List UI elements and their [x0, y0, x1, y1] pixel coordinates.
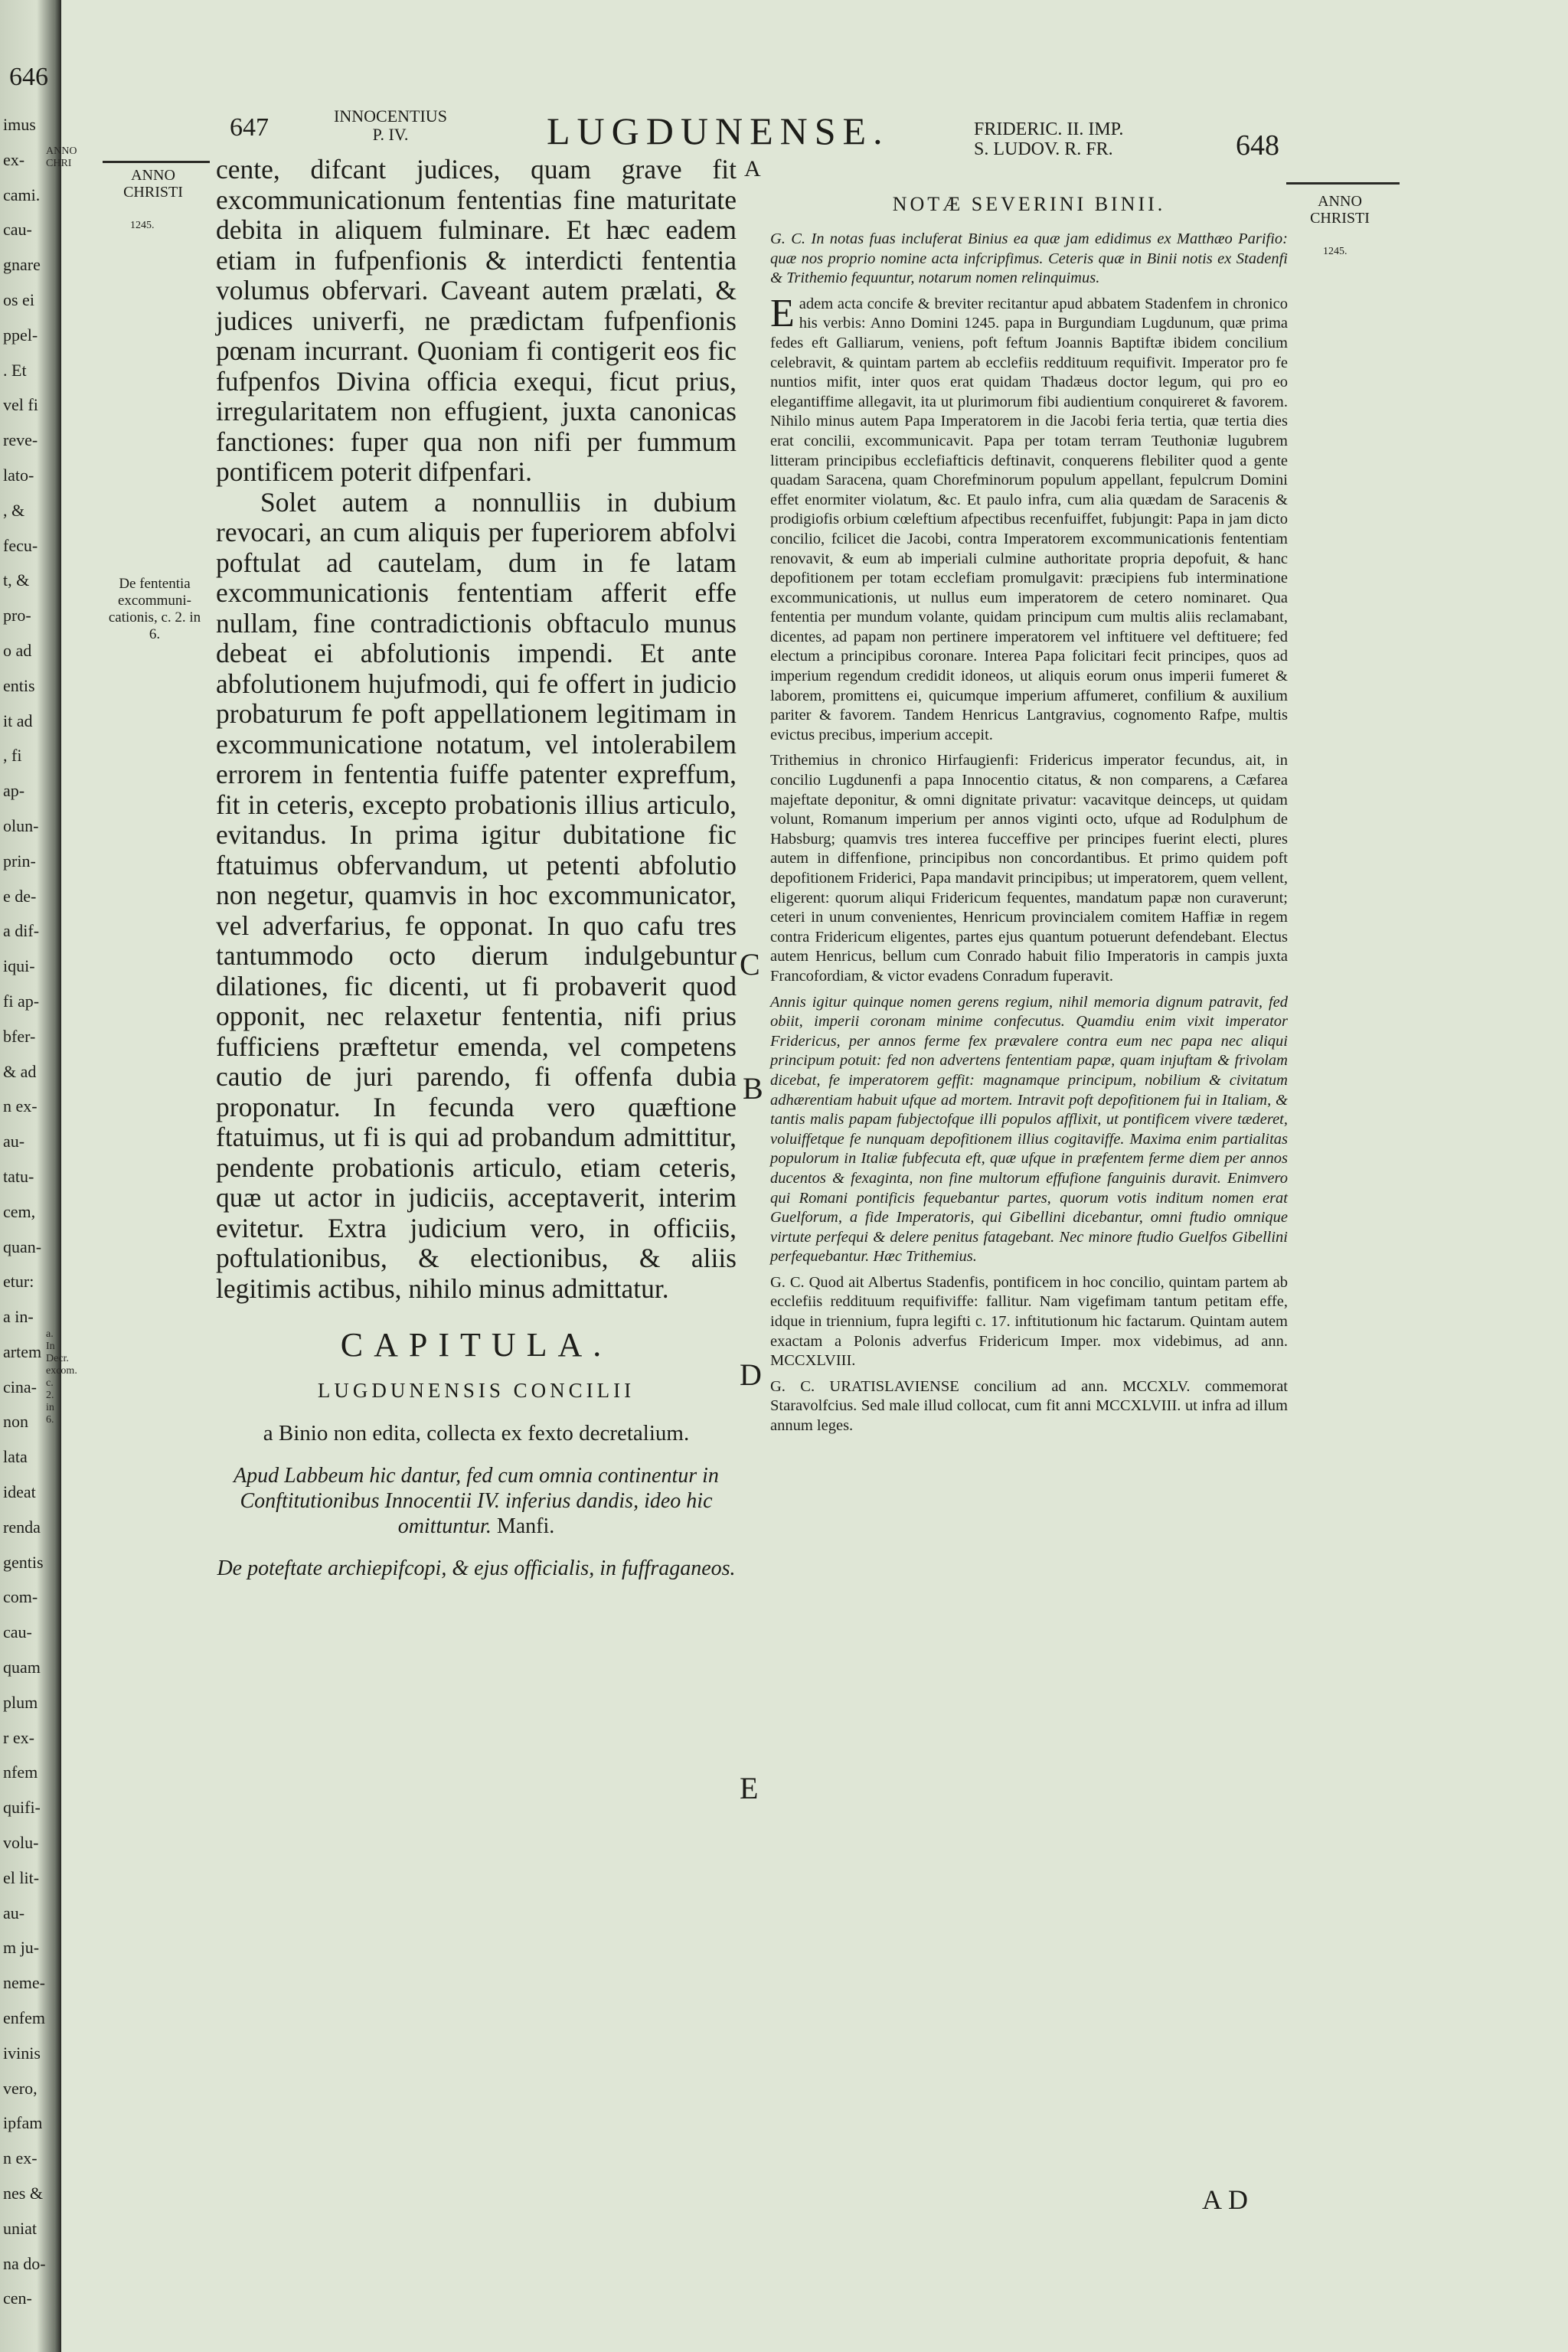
facing-page-line: ap-: [3, 781, 25, 801]
facing-page-line: cau-: [3, 220, 32, 240]
facing-page-line: ideat: [3, 1482, 36, 1502]
facing-page-line: imus: [3, 115, 36, 134]
facing-page-line: etur:: [3, 1272, 34, 1292]
section-letter-d: D: [740, 1357, 762, 1392]
left-margin-year: 1245.: [130, 220, 155, 231]
facing-page-line: vero,: [3, 2078, 38, 2098]
labbe-note-author: Manfi.: [496, 1514, 555, 1538]
facing-page-line: . Et: [3, 360, 27, 380]
facing-page-line: & ad: [3, 1061, 37, 1081]
facing-page-line: olun-: [3, 815, 39, 835]
facing-page-line: t, &: [3, 570, 30, 590]
facing-page-edge: [0, 0, 77, 2352]
trithemius-paragraph: Trithemius in chronico Hirfaugienfi: Fridericus imperator fecundus, ait, in concilio Lugdunenfi a papa Innocentio citatus, & non comparens, a Cæfarea majeftate deponitur, & omni dignitate privatur: vacavitque deinceps, ut quidam volunt, Romanum imperium per annos viginti octo, ufque ad Rodulphum de Habsburg; quamvis tres interea fucceffive per principes fuerint electi, plures autem in diffenfione, principibus non concordantibus. Et primo quidem poft depofitionem Friderici, Papa mandavit principibus; ut imperatorem, quem vellent, eligerent: quorum aliqui Fridericum fequentes, mandatum papæ non curaverunt; ceteri in unum convenientes, Henricum provincialem comitem Haffiæ in regem contra Fridericum eligentes, partes ejus quantum potuerunt defendebant. Electus autem Henricus, bellum cum Conrado habuit filio Imperatoris in campis juxta Francofordiam, & victor evadens Conradum fuperavit.: [770, 752, 1288, 985]
labbe-note: [216, 1463, 737, 1539]
facing-page-line: cau-: [3, 1622, 32, 1642]
right-margin-year-label: ANNO CHRISTI: [1310, 193, 1370, 227]
facing-page-margin-note-2: a. In Decr. excom. c. 2. in 6.: [46, 1328, 77, 1426]
facing-page-line: fecu-: [3, 535, 38, 555]
facing-page-line: r ex-: [3, 1727, 34, 1747]
facing-page-line: artem: [3, 1341, 42, 1361]
facing-page-line: a in-: [3, 1307, 34, 1327]
capitula-title: CAPITULA.: [340, 1326, 612, 1364]
left-running-head-line2: P. IV.: [372, 125, 409, 144]
facing-page-line: com-: [3, 1587, 38, 1607]
facing-page-line: m ju-: [3, 1938, 40, 1958]
stade-paragraph: [770, 291, 1288, 746]
running-title: LUGDUNENSE.: [547, 109, 890, 152]
facing-page-line: ex-: [3, 149, 25, 169]
facing-page-line: quan-: [3, 1236, 42, 1256]
left-running-head: [314, 107, 467, 144]
facing-page-line: bfer-: [3, 1026, 36, 1046]
facing-page-line: pro-: [3, 606, 31, 626]
facing-page-line: cina-: [3, 1377, 37, 1396]
left-margin-note: De fententia excommuni- cationis, c. 2. in 6.: [108, 576, 201, 642]
capitula-subtitle-2: a Binio non edita, collecta ex fexto decretalium.: [263, 1421, 690, 1446]
facing-page-line: , &: [3, 500, 25, 520]
facing-page-line: cami.: [3, 185, 41, 204]
left-folio: 647: [230, 113, 269, 142]
facing-page-line: vel fi: [3, 395, 38, 415]
facing-page-line: lato-: [3, 465, 34, 485]
section-letter-b: B: [743, 1071, 763, 1106]
right-column: [770, 230, 1288, 1442]
right-running-head: [974, 119, 1123, 159]
facing-page-line: ppel-: [3, 325, 38, 345]
facing-page-line: gnare: [3, 255, 41, 275]
facing-page-line: lata: [3, 1447, 28, 1467]
capitula-subtitle: LUGDUNENSIS CONCILII: [317, 1378, 635, 1402]
facing-page-line: , fi: [3, 746, 22, 766]
left-column: [216, 155, 737, 1581]
facing-page-line: na do-: [3, 2253, 46, 2273]
right-folio: 648: [1236, 129, 1279, 162]
facing-page-line: fi ap-: [3, 991, 40, 1011]
facing-page-line: it ad: [3, 710, 33, 730]
section-letter-c: C: [740, 947, 760, 982]
right-running-head-line2: S. LUDOV. R. FR.: [974, 139, 1113, 159]
right-margin-rule: [1286, 182, 1400, 185]
labbe-note-text: Apud Labbeum hic dantur, fed cum omnia continentur in Conftitutionibus Innocentii IV. inferius dandis, ideo hic omittuntur.: [234, 1464, 719, 1538]
section-letter-a: A: [744, 156, 761, 181]
facing-page-line: cen-: [3, 2288, 32, 2308]
facing-page-line: el lit-: [3, 1867, 40, 1887]
facing-page-line: a dif-: [3, 921, 40, 941]
gc-uratis-paragraph: G. C. URATISLAVIENSE concilium ad ann. MCCXLV. commemorat Staravolfcius. Sed male illud collocat, cum fit anni MCCXLVIII. ut infra ad illum annum leges.: [770, 1377, 1288, 1435]
right-margin-year: 1245.: [1323, 246, 1348, 257]
facing-page-line: quam: [3, 1658, 41, 1677]
facing-page-line: au-: [3, 1132, 25, 1152]
facing-page-line: uniat: [3, 2218, 37, 2238]
drop-cap: E: [770, 291, 795, 335]
left-margin-rule: [103, 161, 210, 163]
paragraph-2: Solet autem a nonnulliis in dubium revocari, an cum aliquis per fuperiorem abfolvi poftulat ad cautelam, dum in fe latam excommunicationis fententiam afferit effe nullam, fine contradictionis obftaculo munus debeat ei abfolutionis impendi. Et ante abfolutionem hujufmodi, qui fe offert in judicio probaturum fe poft appellationem legitimam in excommunicatione notatum, vel intolerabilem errorem in fententia fuiffe patenter expreffum, fit in ceteris, excepto probationis illius articulo, evitandus. In prima igitur dubitatione fic ftatuimus obfervandum, ut petenti abfolutio non negetur, quamvis in hoc excommunicator, vel adverfarius, fe opponat. In quo cafu tres tantummodo octo dierum indulgebuntur dilationes, fic dicenti, ut fi probaverit quod opponit, nec relaxetur fententia, nifi prius fufficiens præftetur emenda, vel competens cautio de juri parendo, fi offenfa dubia proponatur. In fecunda vero quæftione ftatuimus, ut fi is qui ad probandum admittitur, pendente probationis articulo, etiam ceteris, quæ ut actor in judiciis, acceptaverit, interim evitetur. Extra judicium vero, in officiis, poftulationibus, & electionibus, & aliis legitimis actibus, nihilo minus admittatur.: [216, 486, 737, 1304]
facing-page-line: gentis: [3, 1552, 44, 1572]
facing-page-line: n ex-: [3, 2148, 38, 2168]
facing-page-line: renda: [3, 1517, 41, 1537]
facing-page-folio: 646: [9, 63, 48, 91]
facing-page-line: tatu-: [3, 1166, 34, 1186]
left-running-head-line1: INNOCENTIUS: [334, 106, 447, 126]
section-letter-e: E: [740, 1771, 759, 1805]
right-running-head-line1: FRIDERIC. II. IMP.: [974, 119, 1124, 139]
facing-page-line: enfem: [3, 2008, 45, 2028]
facing-page-line: non: [3, 1412, 28, 1432]
gc-intro: G. C. In notas fuas incluferat Binius ea quæ jam edidimus ex Matthæo Parifio: quæ nos proprio nomine acta infcripfimus. Ceteris quæ in Binii notis ex Stadenfi & Trithemio fequuntur, notarum nomen relinquimus.: [770, 230, 1288, 287]
facing-page-line: iqui-: [3, 956, 35, 976]
facing-page-line: plum: [3, 1692, 38, 1712]
facing-page-line: cem,: [3, 1201, 36, 1221]
facing-page-line: prin-: [3, 851, 36, 871]
facing-page-line: entis: [3, 675, 35, 695]
notae-title: NOTÆ SEVERINI BINII.: [892, 193, 1166, 215]
facing-page-line: quifi-: [3, 1798, 41, 1818]
facing-page-text: [3, 107, 47, 2316]
facing-page-line: au-: [3, 1903, 25, 1922]
facing-page-line: os ei: [3, 289, 34, 309]
facing-page-line: ipfam: [3, 2113, 43, 2133]
facing-page-line: ivinis: [3, 2043, 41, 2063]
facing-page-line: nfem: [3, 1762, 38, 1782]
paragraph-1: cente, difcant judices, quam grave fit excommunicationum fententias fine maturitate debita in aliquem fulminare. Et hæc eadem etiam in fufpenfionis & interdicti fententia volumus obfervari. Caveant autem prælati, & judices univerfi, ne prædictam fufpenfionis pœnam incurrant. Quoniam fi contigerit eos fic fufpenfos Divina officia exequi, ficut prius, irregularitatem non effugient, juxta canonicas fanctiones: fuper qua non nifi per fummum pontificem poterit difpenfari.: [216, 154, 737, 487]
facing-page-line: neme-: [3, 1973, 45, 1993]
facing-page-line: e de-: [3, 886, 37, 906]
facing-page-margin-note: ANNO CHRI: [46, 145, 77, 169]
facing-page-line: n ex-: [3, 1096, 38, 1116]
facing-page-line: reve-: [3, 430, 38, 450]
gc-albert-paragraph: G. C. Quod ait Albertus Stadenfis, pontificem in hoc concilio, quintam partem ab ecclefiis reddituum requifiviffe: fallitur. Nam vigefimam tantum petitam effe, idque in triennium, fupra legifti c. 17. inftitutionum hic factarum. Quintam autem exactam a Polonis adverfus Fridericum Imper. mox videbimus, ad ann. MCCXLVIII.: [770, 1273, 1288, 1370]
rubric: De poteftate archiepifcopi, & ejus officialis, in fuffraganeos.: [217, 1557, 736, 1580]
facing-page-line: nes &: [3, 2184, 43, 2203]
facing-page-line: volu-: [3, 1833, 39, 1853]
left-margin-year-label: ANNO CHRISTI: [123, 167, 183, 201]
catchword: AD: [1202, 2184, 1254, 2215]
stade-text: adem acta concife & breviter recitantur apud abbatem Stadenfem in chronico his verbis: Anno Domini 1245. papa in Burgundiam Lugdunum, quæ prima fedes eft Galliarum, veniens, poft feftum Joannis Baptiftæ ibidem concilium celebravit, & quintam partem ab ecclefiis reddituum requifivit. Imperator pro fe nuntios mifit, inter quos erat quidam Thadæus doctor legum, qui pro eo elegantiffime allegavit, ita ut plurimorum fibi audientium conquireret & favorem. Nihilo minus autem Papa Imperatorem in die Jacobi feria tertia, quæ tertia dies erat concilii, excommunicavit. Papa per totam terram Teuthoniæ lugubrem litteram principibus ecclefiafticis deftinavit, conquerens flebiliter quod a gente quadam Saracena, quam Chorefminorum populum appellant, fepulcrum Domini effet enormiter violatum, &c. Et paulo infra, cum alia quædam de Saracenis & prodigiofis orbium cœleftium afpectibus recenfuiffet, fubjungit: Papa in jam dicto concilio, fcilicet die Jacobi, contra Imperatorem excommunicationis fententiam renovavit, & eum ab imperiali culmine authoritate propria depofuit, & hanc depofitionem per totam ecclefiam promulgavit: præcipiens fub interminatione excommunicationis, ut nullus eum imperatorem de cetero nominaret. Qua fententia per mundum volante, quidam principum cum multis aliis reclamabant, dicentes, ad papam non pertinere imperatorem vel inftituere vel deftituere; fed electum a principibus coronare. Interea Papa folicitari fecit principes, quos ad imperium regendum credidit idoneos, ut aliquis eorum onus imperii fumeret & laborem, promittens ei, quicumque imperium affumeret, confilium & auxilium pariter & favorem. Tandem Henricus Lantgravius, cognomento Rafpe, multis evictus precibus, imperium accepit.: [770, 295, 1288, 743]
facing-page-line: o ad: [3, 640, 32, 660]
annis-paragraph: Annis igitur quinque nomen gerens regium, nihil memoria dignum patravit, fed obiit, imperii coronam minime confecutus. Quamdiu enim vixit imperator Fridericus, per annos ferme fex prævalere contra eum nec papa nec aliqui principum potuit: fed non advertens fententiam papæ, quam injuftam & frivolam dicebat, fe imperatorem geffit: magnamque principum, nobilium & civitatum adhærentiam habuit ufque ad mortem. Intravit poft depofitionem fui in Italiam, & tantis malis papam fubjectofque illi populos afflixit, ut pontificem vivere tæderet, voluiffetque fe nunquam depofitionem illius cogitaviffe. Maxima enim partialitas populorum in Italiæ fubfecuta eft, quæ ufque in præfentem ferme diem per annos ducentos & fexaginta, non fine multorum effufione fanguinis duravit. Enimvero qui Romani pontificis fequebantur partes, quorum votis inditum nomen erat Guelforum, a fide Imperatoris, qui Gibellini dicebantur, omni ftudio omnique virtute perfequi & delere penitus fatagebant. Nec minore ftudio Guelfos Gibellini perfequebantur. Hæc Trithemius.: [770, 993, 1288, 1266]
